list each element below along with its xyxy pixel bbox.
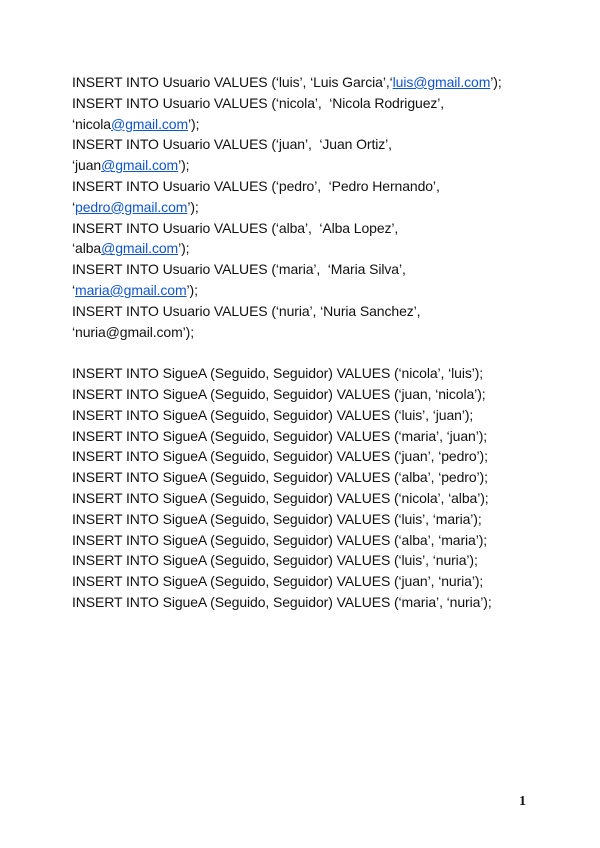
text-line: ‘nuria@gmail.com’);	[72, 323, 195, 340]
email-link[interactable]: @gmail.com	[111, 115, 189, 132]
text-line: INSERT INTO SigueA (Seguido, Seguidor) VALUES (‘luis’, ‘nuria’);	[72, 552, 478, 569]
text-line: INSERT INTO SigueA (Seguido, Seguidor) VALUES (‘nicola’, ‘luis’);	[72, 365, 484, 382]
text-line: INSERT INTO Usuario VALUES (‘pedro’, ‘Pedro Hernando’,	[72, 177, 440, 194]
text-line: ‘pedro@gmail.com’);	[72, 198, 199, 215]
email-link[interactable]: @gmail.com	[101, 240, 179, 257]
text-line: INSERT INTO Usuario VALUES (‘nicola’, ‘Nicola Rodriguez’,	[72, 94, 445, 111]
text-line: INSERT INTO SigueA (Seguido, Seguidor) VALUES (‘alba’, ‘pedro’);	[72, 469, 488, 486]
text-line: INSERT INTO Usuario VALUES (‘maria’, ‘Maria Silva’,	[72, 261, 406, 278]
text-line: ‘maria@gmail.com’);	[72, 281, 198, 298]
email-link[interactable]: luis@gmail.com	[392, 74, 491, 90]
text-line: INSERT INTO Usuario VALUES (‘juan’, ‘Juan Ortiz’,	[72, 136, 392, 153]
email-link[interactable]: @gmail.com	[101, 157, 179, 174]
text-line: INSERT INTO SigueA (Seguido, Seguidor) VALUES (‘juan, ‘nicola’);	[72, 385, 486, 402]
document-body	[72, 72, 542, 613]
text-line: INSERT INTO SigueA (Seguido, Seguidor) VALUES (‘luis’, ‘juan’);	[72, 406, 474, 423]
text-line: INSERT INTO Usuario VALUES (‘nuria’, ‘Nuria Sanchez’,	[72, 302, 421, 319]
text-line: INSERT INTO Usuario VALUES (‘alba’, ‘Alba Lopez’,	[72, 219, 399, 236]
siguea-insert-block	[72, 363, 542, 613]
text-line: INSERT INTO SigueA (Seguido, Seguidor) VALUES (‘alba’, ‘maria’);	[72, 531, 488, 548]
text-line: INSERT INTO SigueA (Seguido, Seguidor) VALUES (‘juan’, ‘nuria’);	[72, 573, 484, 590]
text-line: INSERT INTO SigueA (Seguido, Seguidor) VALUES (‘luis’, ‘maria’);	[72, 510, 482, 527]
text-line: INSERT INTO SigueA (Seguido, Seguidor) VALUES (‘maria’, ‘nuria’);	[72, 593, 492, 610]
text-line: INSERT INTO SigueA (Seguido, Seguidor) VALUES (‘juan’, ‘pedro’);	[72, 448, 488, 465]
usuario-insert-block	[72, 72, 542, 342]
text-line: ‘nicola@gmail.com’);	[72, 115, 200, 132]
text-line: ‘juan@gmail.com’);	[72, 157, 190, 174]
paragraph-gap	[72, 342, 542, 363]
text-line: INSERT INTO Usuario VALUES (‘luis’, ‘Luis Garcia’,‘luis@gmail.com’);	[72, 74, 502, 90]
text-line: INSERT INTO SigueA (Seguido, Seguidor) VALUES (‘maria’, ‘juan’);	[72, 427, 488, 444]
email-link[interactable]: pedro@gmail.com	[75, 198, 188, 215]
text-line: INSERT INTO SigueA (Seguido, Seguidor) VALUES (‘nicola’, ‘alba’);	[72, 489, 489, 506]
page-number: 1	[519, 794, 526, 809]
text-line: ‘alba@gmail.com’);	[72, 240, 190, 257]
email-link[interactable]: maria@gmail.com	[75, 281, 187, 298]
